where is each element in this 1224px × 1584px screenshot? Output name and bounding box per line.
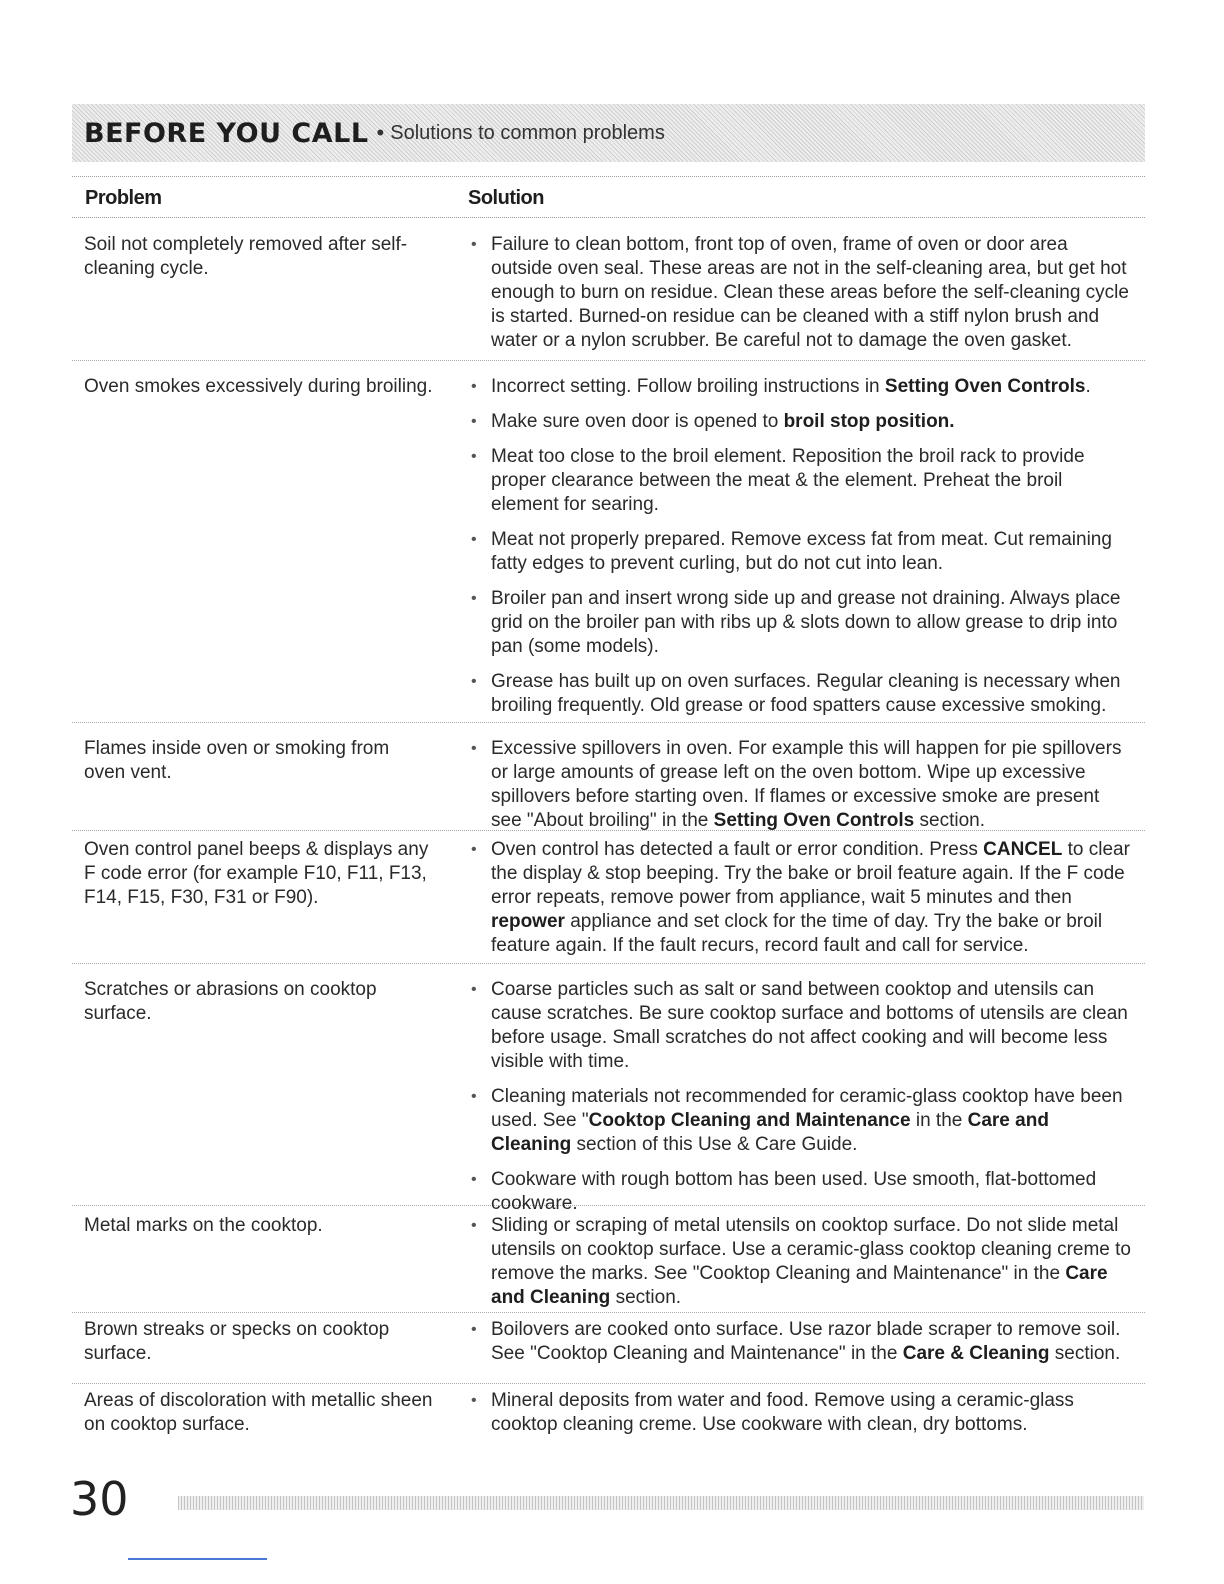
page-number: 30 bbox=[70, 1472, 129, 1526]
banner-title: BEFORE YOU CALL bbox=[84, 117, 369, 149]
solution-item: • Sliding or scraping of metal utensils on cooktop surface. Do not slide metal utensils on cooktop surface. Use a ceramic-glass cooktop cleaning creme to remove the marks. See "Cooktop Cleaning and Maintenance" in the Care and Cleaning section. bbox=[471, 1214, 1131, 1310]
solution-item: • Grease has built up on oven surfaces. Regular cleaning is necessary when broiling frequently. Old grease or food spatters cause excessive smoking. bbox=[471, 670, 1131, 718]
emphasis-text: Care and Cleaning bbox=[491, 1110, 1049, 1155]
solution-item: • Oven control has detected a fault or error condition. Press CANCEL to clear the display & stop beeping. Try the bake or broil feature again. If the F code error repeats, remove power from appliance, wait 5 minutes and then repower appliance and set clock for the time of day. Try the bake or broil feature again. If the fault recurs, record fault and call for service. bbox=[471, 838, 1131, 958]
solution-item: • Incorrect setting. Follow broiling instructions in Setting Oven Controls. bbox=[471, 375, 1131, 399]
table-header bbox=[72, 176, 1145, 218]
solution-item: • Cleaning materials not recommended for ceramic-glass cooktop have been used. See "Cooktop Cleaning and Maintenance in the Care and Cleaning section of this Use & Care Guide. bbox=[471, 1085, 1131, 1157]
emphasis-text: CANCEL bbox=[983, 839, 1063, 860]
decorative-line bbox=[128, 1558, 267, 1560]
solution-list bbox=[471, 838, 1131, 969]
table-row bbox=[72, 964, 1145, 1214]
emphasis-text: Setting Oven Controls bbox=[713, 810, 915, 831]
emphasis-text: repower bbox=[491, 911, 565, 932]
solution-list bbox=[471, 1214, 1131, 1321]
solution-list bbox=[471, 978, 1131, 1227]
solution-item: • Failure to clean bottom, front top of oven, frame of oven or door area outside oven seal. These areas are not in the self-cleaning area, but get hot enough to burn on residue. Clean these areas before the self-cleaning cycle is started. Burned-on residue can be cleaned with a stiff nylon brush and water or a nylon scrubber. Be careful not to damage the oven gasket. bbox=[471, 233, 1131, 353]
banner-subtitle: Solutions to common problems bbox=[390, 121, 665, 144]
solution-item: • Coarse particles such as salt or sand between cooktop and utensils can cause scratches. Be sure cooktop surface and bottoms of utensils are clean before usage. Small scratches do not affect cooking and will become less visible with time. bbox=[471, 978, 1131, 1074]
section-banner bbox=[72, 104, 1145, 162]
solution-item: • Mineral deposits from water and food. Remove using a ceramic-glass cooktop cleaning creme. Use cookware with clean, dry bottoms. bbox=[471, 1389, 1131, 1437]
solution-list bbox=[471, 233, 1131, 364]
emphasis-text: broil stop position. bbox=[783, 411, 955, 432]
solution-item: • Make sure oven door is opened to broil stop position. bbox=[471, 410, 1131, 434]
solution-list bbox=[471, 1318, 1131, 1377]
table-row bbox=[72, 219, 1145, 361]
solution-column-header: Solution bbox=[468, 187, 544, 209]
solution-item: • Meat too close to the broil element. Reposition the broil rack to provide proper clearance between the meat & the element. Preheat the broil element for searing. bbox=[471, 445, 1131, 517]
solution-item: • Boilovers are cooked onto surface. Use razor blade scraper to remove soil. See "Cooktop Cleaning and Maintenance" in the Care & Cleaning section. bbox=[471, 1318, 1131, 1366]
problem-text: Flames inside oven or smoking from oven vent. bbox=[84, 738, 390, 783]
table-row bbox=[72, 361, 1145, 723]
problem-text: Areas of discoloration with metallic sheen on cooktop surface. bbox=[84, 1390, 433, 1435]
table-row bbox=[72, 1206, 1145, 1313]
problem-text: Scratches or abrasions on cooktop surface. bbox=[84, 979, 377, 1024]
emphasis-text: Cooktop Cleaning and Maintenance bbox=[588, 1110, 911, 1131]
solution-item: • Excessive spillovers in oven. For example this will happen for pie spillovers or large amounts of grease left on the oven bottom. Wipe up excessive spillovers before starting oven. If flames or excessive smoke are present see "About broiling" in the Setting Oven Controls section. bbox=[471, 737, 1131, 833]
problem-column-header: Problem bbox=[85, 187, 162, 209]
solution-item: • Meat not properly prepared. Remove excess fat from meat. Cut remaining fatty edges to prevent curling, but do not cut into lean. bbox=[471, 528, 1131, 576]
problem-text: Soil not completely removed after self-cleaning cycle. bbox=[84, 234, 408, 279]
solution-item: • Broiler pan and insert wrong side up and grease not draining. Always place grid on the broiler pan with ribs up & slots down to allow grease to drip into pan (some models). bbox=[471, 587, 1131, 659]
emphasis-text: Care & Cleaning bbox=[902, 1343, 1050, 1364]
problem-text: Oven control panel beeps & displays any F code error (for example F10, F11, F13, F14, F15, F30, F31 or F90). bbox=[84, 839, 429, 908]
table-row bbox=[72, 723, 1145, 831]
emphasis-text: Setting Oven Controls bbox=[884, 376, 1086, 397]
emphasis-text: Care and Cleaning bbox=[491, 1263, 1108, 1308]
problem-text: Metal marks on the cooktop. bbox=[84, 1215, 323, 1236]
solution-item: • Cookware with rough bottom has been used. Use smooth, flat-bottomed cookware. bbox=[471, 1168, 1131, 1216]
footer-decorative-bar bbox=[178, 1496, 1144, 1510]
solution-list bbox=[471, 375, 1131, 729]
solution-list bbox=[471, 1389, 1131, 1448]
table-row bbox=[72, 1313, 1145, 1384]
problem-text: Oven smokes excessively during broiling. bbox=[84, 376, 433, 397]
table-row bbox=[72, 1384, 1145, 1454]
solution-list bbox=[471, 737, 1131, 844]
problem-text: Brown streaks or specks on cooktop surface. bbox=[84, 1319, 390, 1364]
banner-separator: • bbox=[376, 120, 385, 145]
table-row bbox=[72, 831, 1145, 964]
